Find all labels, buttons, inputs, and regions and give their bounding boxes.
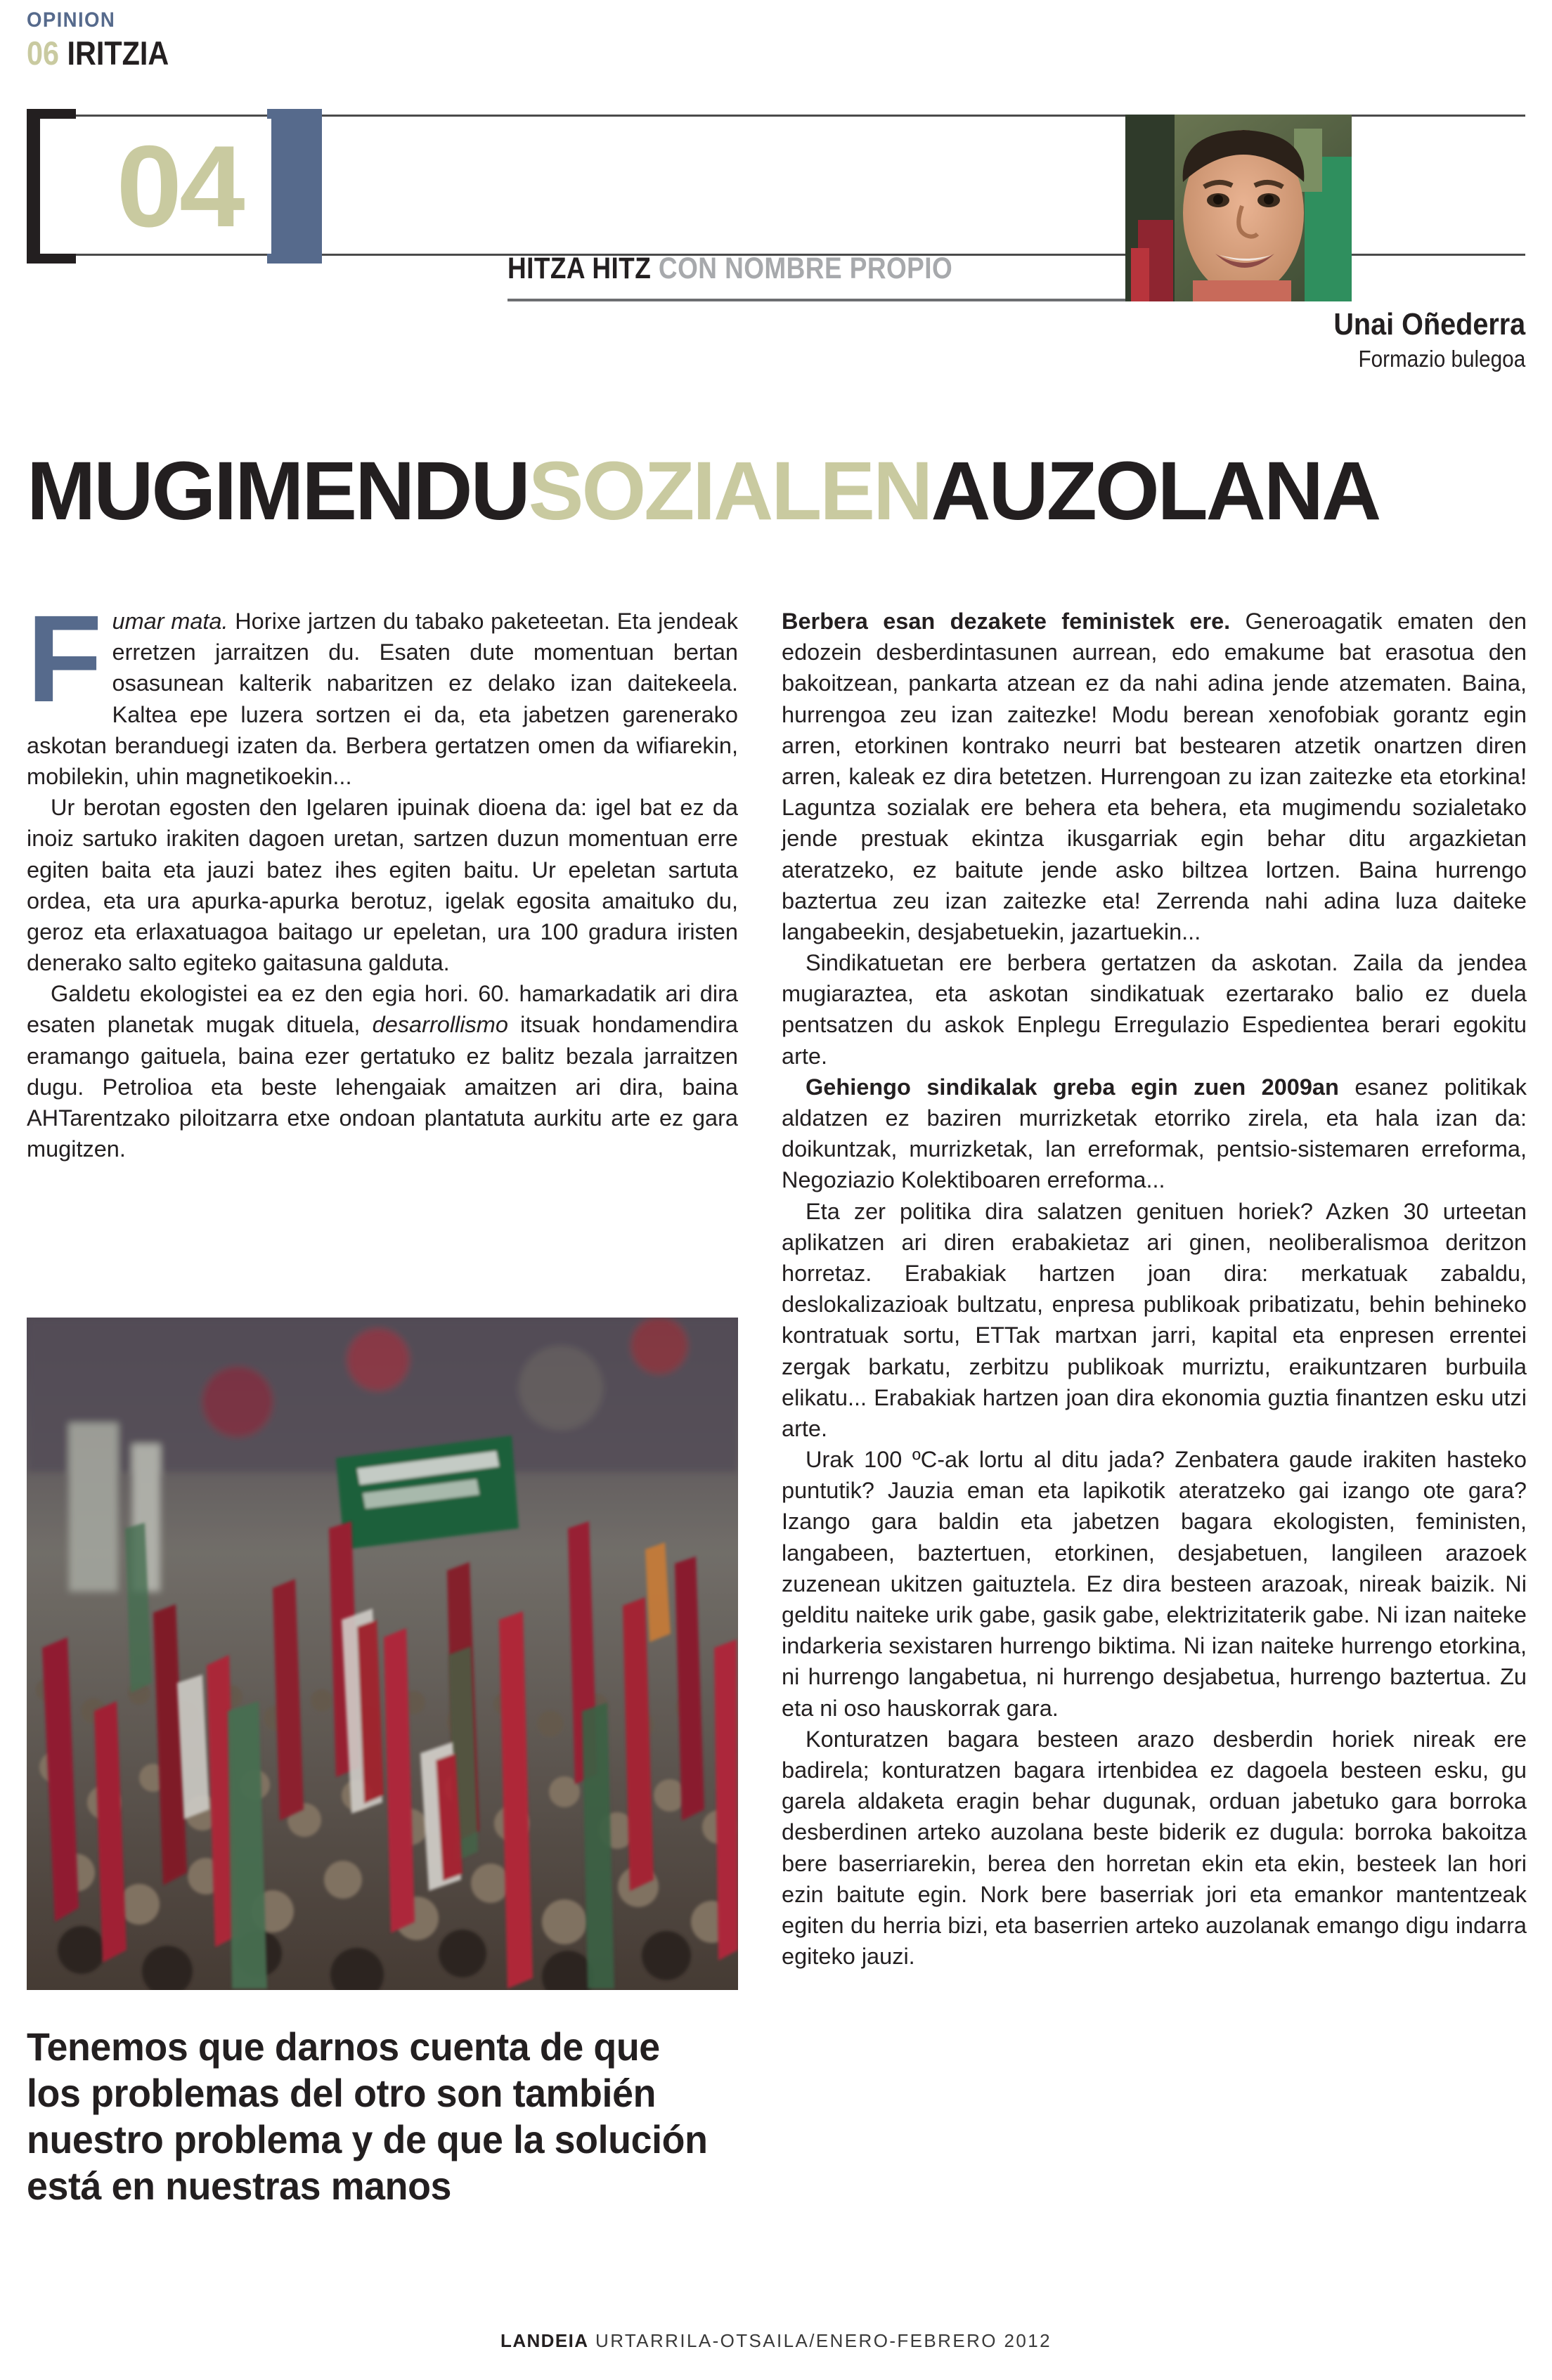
paragraph: Urak 100 ºC-ak lortu al ditu jada? Zenbatera gaude irakiten hasteko puntutik? Jauzia eman eta lapikotik ateratzeko gai izango ote gara? Izango gara baldin eta jabetzen bagara ekologisten, feministen, langabeen, baztertuen, etorkinen, desjabetuen, langileen arazoek zuzenean ukitzen gaituztela. Ez dira besteen arazoak, nireak baizik. Ni gelditu naiteke urik gabe, gasik gabe, elektrizitaterik gabe. Ni izan naiteke indarkeria sexistaren hurrengo biktima. Ni izan naiteke hurrengo etorkina, ni hurrengo langabetua, ni hurrengo desjabetua, hurrengo baztertua. Zu eta ni oso hauskorrak gara. [782,1447,1527,1721]
paragraph: Ur berotan egosten den Igelaren ipuinak dioena da: igel bat ez da inoiz sartuko irakiten dagoen uretan, sartzen duzun momentuan erre egiten baita eta jauzi batez ihes egiten baitu. Ur epeletan sartuta ordea, eta ura apurka-apurka berotuz, igelak egosita amaituko du, geroz eta erlaxatuagoa baitago ur epeletan, ura 100 gradura iristen denerako salto egiteko gaitasuna galduta. [27,795,738,976]
bracket-left-icon [27,109,76,264]
author-role: Formazio bulegoa [1358,346,1525,372]
paragraph-part: Galdetu ekologistei ea ez den egia hori. 60. hamarkadatik ari dira esaten planetak mugak dituela, [27,981,738,1038]
article-column-right [782,606,1527,1972]
paragraph [782,1072,1527,1196]
section-label-eu: HITZA HITZ [507,252,652,285]
headline-part-1: MUGIMENDU [27,445,529,538]
drop-cap: F [27,590,103,728]
headline-part-2: SOZIALEN [528,445,931,538]
paragraph-rest: esanez politikak aldatzen ez baziren murrizketak etorriko zirela, eta hala izan da: doikuntzak, murrizketak, lan erreformak, pentsio-sistemaren erreforma, Negoziazio Kolektiboaren erreforma... [782,1074,1527,1193]
paragraph-part: itsuak hondamendira eramango gaituela, baina ezer gertatuko ez balitz bezala jarraitzen dugu. Petrolioa eta beste lehengaiak amaitzen ari dira, baina AHTarentzako piloitzarra etxe ondoan plantatuta aurkitu arte ez gara mugitzen. [27,1012,739,1162]
paragraph: Konturatzen bagara besteen arazo desberdin horiek nireak ere badirela; konturatzen bagara irtenbidea ez dagoela besteen esku, gu garela aldaketa eragin behar dugunak, orduan jabetuko gara borroka desberdinen arteko auzolana beste biderik ez dugula: borroka bakoitza bere baserriarekin, berea den horretan ekin eta ekin, besteek lan hori ezin baitute egin. Nork bere baserriak jori eta emankor mantentzeak egiten du herria bizi, eta baserrien arteko auzolanak emango digu indarra egiteko jauzi. [782,1726,1527,1970]
page-footer [0,2330,1552,2352]
section-label-es: CON NOMBRE PROPIO [658,252,953,285]
article-photo-image [27,1318,738,1990]
paragraph-italic: desarrollismo [372,1012,508,1038]
kicker-opinion-label: OPINION [27,8,116,32]
footer-issue-date: URTARRILA-OTSAILA/ENERO-FEBRERO 2012 [595,2330,1052,2351]
article-photo [27,1318,738,1990]
kicker-block [27,10,188,70]
paragraph [27,978,738,1164]
kicker-page-line [27,34,169,72]
paragraph: Sindikatuetan ere berbera gertatzen da askotan. Zaila da jendea mugiaraztea, eta askotan sindikatuak ezertarako balio ez duela pentsatzen du askok Enplegu Erregulazio Espedientea berari egokitu arte. [782,950,1527,1069]
issue-number: 04 [116,121,242,251]
paragraph-rest: Generoagatik ematen den edozein desberdintasunen aurrean, edo emakume bat erasotua den bakoitzean, pankarta atzean ez da nahi adina jende atzematen. Baina, hurrengoa zeu izan zaitezke! Modu berean xenofobiak gorantz egin arren, etorkinen kontrako neurri bat bestearen atzetik onartzen diren arren, kaleak ez dira betetzen. Hurrengoan zu izan zaitezke eta etorkina! Laguntza sozialak ere behera eta behera, eta mugimendu sozialetako jende prestuak ekintza ikusgarriak egin behar ditu argazkietan ateratzeko, ez baitute jende asko biltzea lortzen. Baina hurrengo baztertua zeu izan zaitezke eta! Zerrenda nahi adina luza daiteke langabeekin, desjabetuekin, jazartuekin... [782,609,1527,944]
paragraph [782,606,1527,947]
paragraph-lead: Berbera esan dezakete feministek ere. [782,609,1231,634]
section-rule [507,299,1125,301]
page-title [27,445,1531,538]
paragraph-lead: Gehiengo sindikalak greba egin zuen 2009an [806,1074,1339,1100]
kicker-page-number: 06 [27,34,60,72]
author-photo-image [1125,115,1352,301]
lede-italic: umar mata. [112,609,228,634]
footer-brand: LANDEIA [500,2330,589,2351]
kicker-section-word: IRITZIA [67,34,169,72]
article-column-left [27,590,739,1164]
pull-quote: Tenemos que darnos cuenta de que los problemas del otro son también nuestro problema y de que la solución está en nuestras manos [27,2024,708,2209]
paragraph [27,590,738,792]
headline-part-3: AUZOLANA [931,445,1380,538]
author-photo [1125,115,1352,301]
section-label [507,252,952,286]
author-name: Unai Oñederra [1333,307,1525,342]
lede-rest: Horixe jartzen du tabako paketeetan. Eta jendeak erretzen jarraitzen du. Esaten dute momentuan bertan osasunean kalterik nabaritzen ez delako izan daitekeela. Kaltea epe luzera sortzen ei da, eta jabetzen garenerako askotan beranduegi izaten da. Berbera gertatzen omen da wifiarekin, mobilekin, uhin magnetikoekin... [27,609,738,789]
author-block [1312,308,1525,374]
paragraph: Eta zer politika dira salatzen genituen horiek? Azken 30 urteetan aplikatzen ari diren erabakietaz ari ginen, neoliberalismoa deritzon horretaz. Erabakiak hartzen joan dira: merkatuak zabaldu, deslokalizazioak bultzatu, enpresa publikoak pribatizatu, behin behineko kontratuak sortu, ETTak martxan jarri, kapital eta enpresen errentei zergak barkatu, zerbitzu publikoak murriztu, eraikuntzaren burbuila elikatu... Erabakiak hartzen joan dira ekonomia guztia finantzen esku utzi arte. [782,1198,1527,1441]
